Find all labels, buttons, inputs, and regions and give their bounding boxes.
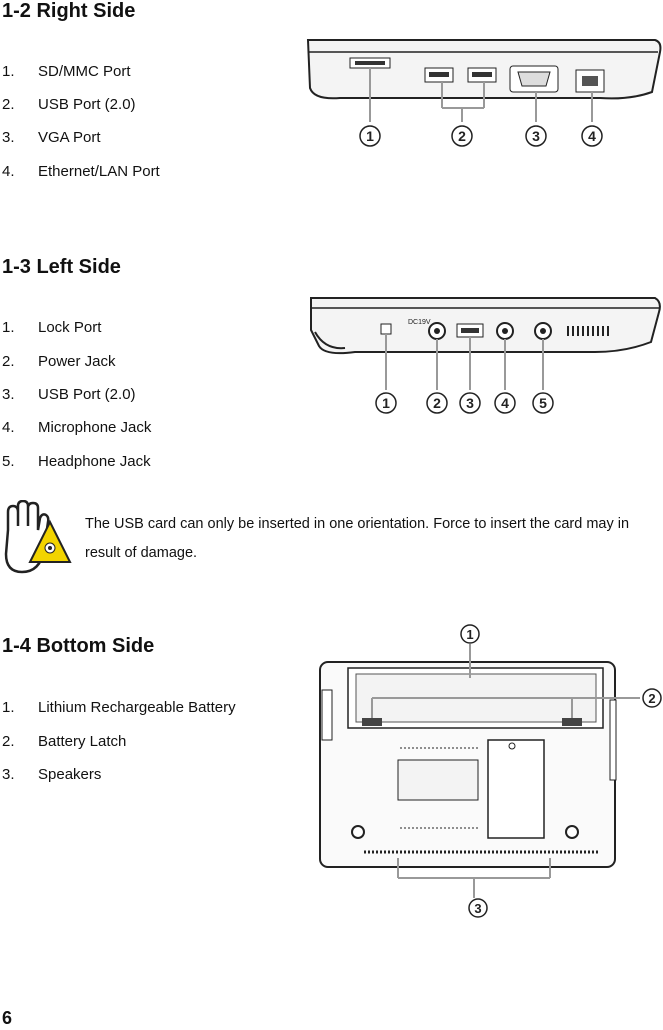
list-item: 2. Power Jack	[2, 353, 116, 370]
list-item: 1. SD/MMC Port	[2, 63, 131, 80]
right-side-diagram	[300, 30, 663, 155]
caution-hand-icon	[0, 500, 72, 578]
callout-label: 3	[466, 395, 474, 411]
list-item: 3. USB Port (2.0)	[2, 386, 136, 403]
callout-label: 2	[458, 128, 466, 144]
callout-label: 4	[588, 128, 596, 144]
callout-label: 1	[382, 395, 390, 411]
left-side-diagram	[305, 290, 663, 420]
dc-label: DC19V	[408, 319, 431, 326]
list-item: 4. Ethernet/LAN Port	[2, 163, 160, 180]
heading-right-side: 1-2 Right Side	[2, 0, 136, 22]
list-item: 1. Lock Port	[2, 319, 102, 336]
page-number: 6	[2, 1008, 13, 1028]
bottom-side-diagram	[300, 620, 663, 920]
callout-label: 1	[466, 627, 474, 642]
list-item: 1. Lithium Rechargeable Battery	[2, 699, 236, 716]
list-item: 3. VGA Port	[2, 129, 101, 146]
heading-left-side: 1-3 Left Side	[2, 256, 121, 278]
caution-note: The USB card can only be inserted in one orientation. Force to insert the card may in result of damage.	[85, 516, 630, 561]
list-item: 5. Headphone Jack	[2, 453, 151, 470]
callout-label: 1	[366, 128, 374, 144]
callout-label: 4	[501, 395, 509, 411]
list-item: 2. Battery Latch	[2, 733, 127, 750]
heading-bottom-side: 1-4 Bottom Side	[2, 635, 155, 657]
callout-label: 2	[648, 691, 656, 706]
list-item: 3. Speakers	[2, 766, 102, 783]
list-item: 4. Microphone Jack	[2, 419, 152, 436]
list-item: 2. USB Port (2.0)	[2, 96, 136, 113]
callout-label: 2	[433, 395, 441, 411]
callout-label: 3	[532, 128, 540, 144]
callout-label: 3	[474, 901, 482, 916]
callout-label: 5	[539, 395, 547, 411]
